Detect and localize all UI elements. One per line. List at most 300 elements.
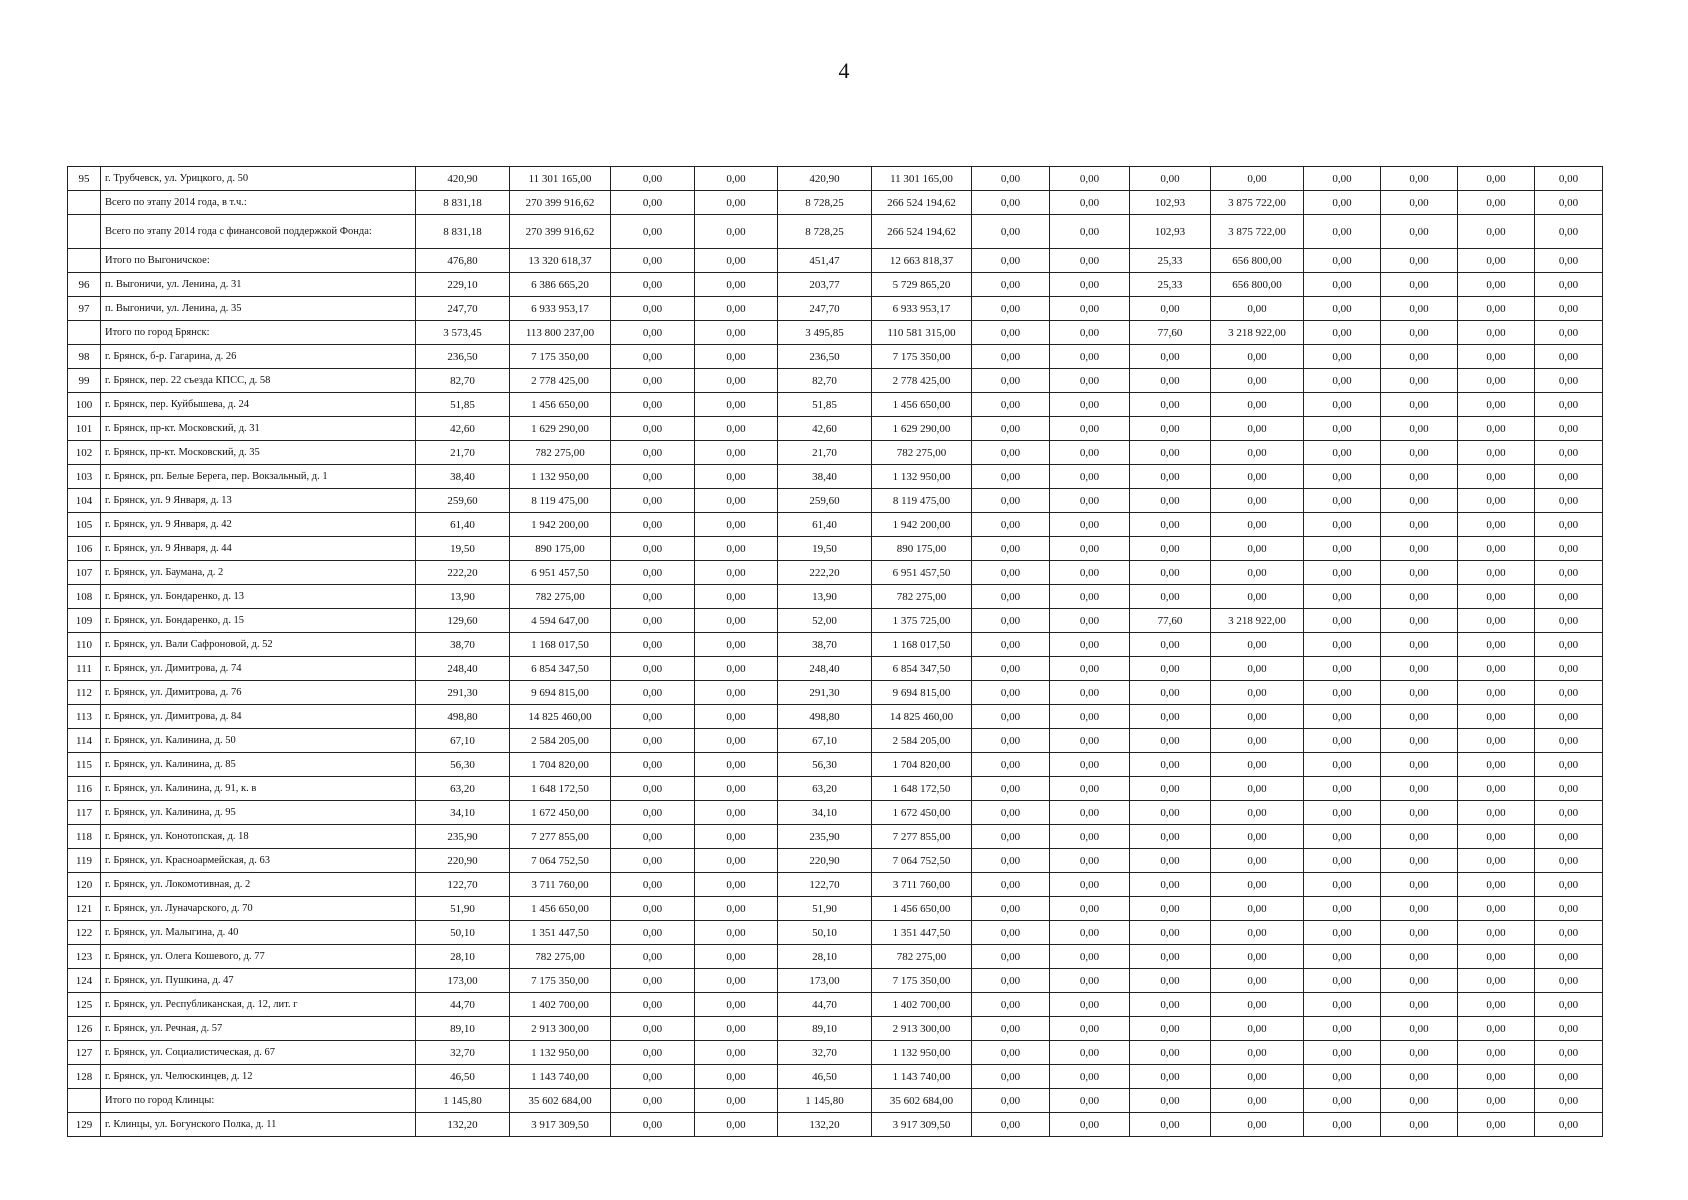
table-row xyxy=(68,801,1603,825)
value-cell: 248,40 xyxy=(416,657,510,681)
value-cell: 0,00 xyxy=(695,777,778,801)
value-cell: 222,20 xyxy=(778,561,872,585)
value-cell: 0,00 xyxy=(972,921,1050,945)
value-cell: 0,00 xyxy=(1211,1113,1304,1137)
table-row xyxy=(68,167,1603,191)
value-cell: 51,90 xyxy=(416,897,510,921)
row-number-cell: 107 xyxy=(68,561,101,585)
value-cell: 0,00 xyxy=(1458,561,1535,585)
value-cell: 0,00 xyxy=(1050,369,1130,393)
value-cell: 498,80 xyxy=(416,705,510,729)
value-cell: 63,20 xyxy=(778,777,872,801)
value-cell: 21,70 xyxy=(416,441,510,465)
total-row xyxy=(68,215,1603,249)
value-cell: 0,00 xyxy=(1381,945,1458,969)
value-cell: 782 275,00 xyxy=(872,585,972,609)
value-cell: 0,00 xyxy=(1535,1089,1603,1113)
value-cell: 1 456 650,00 xyxy=(510,393,611,417)
value-cell: 451,47 xyxy=(778,249,872,273)
value-cell: 0,00 xyxy=(1211,417,1304,441)
value-cell: 270 399 916,62 xyxy=(510,191,611,215)
value-cell: 0,00 xyxy=(611,249,695,273)
value-cell: 0,00 xyxy=(1050,993,1130,1017)
value-cell: 0,00 xyxy=(611,441,695,465)
value-cell: 476,80 xyxy=(416,249,510,273)
address-cell: г. Брянск, ул. 9 Января, д. 13 xyxy=(101,489,416,513)
value-cell: 1 132 950,00 xyxy=(872,1041,972,1065)
value-cell: 21,70 xyxy=(778,441,872,465)
table-row xyxy=(68,657,1603,681)
value-cell: 0,00 xyxy=(1535,489,1603,513)
value-cell: 0,00 xyxy=(1211,537,1304,561)
value-cell: 0,00 xyxy=(611,1017,695,1041)
value-cell: 0,00 xyxy=(1381,825,1458,849)
value-cell: 82,70 xyxy=(416,369,510,393)
address-cell: г. Брянск, пер. 22 съезда КПСС, д. 58 xyxy=(101,369,416,393)
value-cell: 0,00 xyxy=(1535,993,1603,1017)
value-cell: 32,70 xyxy=(416,1041,510,1065)
address-cell: г. Брянск, ул. Челюскинцев, д. 12 xyxy=(101,1065,416,1089)
table-row xyxy=(68,969,1603,993)
total-row xyxy=(68,1089,1603,1113)
value-cell: 0,00 xyxy=(1304,681,1381,705)
value-cell: 132,20 xyxy=(778,1113,872,1137)
value-cell: 0,00 xyxy=(972,849,1050,873)
value-cell: 0,00 xyxy=(611,657,695,681)
value-cell: 1 629 290,00 xyxy=(872,417,972,441)
value-cell: 0,00 xyxy=(1130,585,1211,609)
row-number-cell: 97 xyxy=(68,297,101,321)
value-cell: 0,00 xyxy=(1535,321,1603,345)
value-cell: 0,00 xyxy=(1535,273,1603,297)
address-cell: г. Брянск, ул. Калинина, д. 91, к. в xyxy=(101,777,416,801)
value-cell: 0,00 xyxy=(1211,1089,1304,1113)
value-cell: 1 629 290,00 xyxy=(510,417,611,441)
value-cell: 0,00 xyxy=(611,417,695,441)
value-cell: 28,10 xyxy=(778,945,872,969)
value-cell: 0,00 xyxy=(1381,513,1458,537)
value-cell: 0,00 xyxy=(1535,369,1603,393)
value-cell: 51,90 xyxy=(778,897,872,921)
value-cell: 0,00 xyxy=(1211,1065,1304,1089)
address-cell: г. Брянск, ул. Димитрова, д. 74 xyxy=(101,657,416,681)
value-cell: 0,00 xyxy=(695,993,778,1017)
value-cell: 12 663 818,37 xyxy=(872,249,972,273)
value-cell: 0,00 xyxy=(695,945,778,969)
value-cell: 3 917 309,50 xyxy=(872,1113,972,1137)
value-cell: 0,00 xyxy=(1050,215,1130,249)
value-cell: 2 913 300,00 xyxy=(510,1017,611,1041)
value-cell: 50,10 xyxy=(416,921,510,945)
value-cell: 0,00 xyxy=(611,1065,695,1089)
value-cell: 0,00 xyxy=(1211,465,1304,489)
address-cell: г. Брянск, рп. Белые Берега, пер. Вокзальный, д. 1 xyxy=(101,465,416,489)
value-cell: 0,00 xyxy=(1304,273,1381,297)
value-cell: 0,00 xyxy=(1211,825,1304,849)
value-cell: 0,00 xyxy=(1211,849,1304,873)
value-cell: 0,00 xyxy=(695,465,778,489)
address-cell: г. Брянск, ул. Социалистическая, д. 67 xyxy=(101,1041,416,1065)
value-cell: 25,33 xyxy=(1130,249,1211,273)
value-cell: 7 064 752,50 xyxy=(510,849,611,873)
value-cell: 0,00 xyxy=(1211,897,1304,921)
value-cell: 122,70 xyxy=(416,873,510,897)
value-cell: 34,10 xyxy=(416,801,510,825)
value-cell: 0,00 xyxy=(1458,993,1535,1017)
address-cell: г. Брянск, б-р. Гагарина, д. 26 xyxy=(101,345,416,369)
value-cell: 0,00 xyxy=(695,1041,778,1065)
value-cell: 0,00 xyxy=(1304,1041,1381,1065)
address-cell: Итого по город Клинцы: xyxy=(101,1089,416,1113)
row-number-cell: 121 xyxy=(68,897,101,921)
row-number-cell xyxy=(68,215,101,249)
value-cell: 3 875 722,00 xyxy=(1211,215,1304,249)
value-cell: 0,00 xyxy=(1381,167,1458,191)
value-cell: 0,00 xyxy=(1130,561,1211,585)
row-number-cell xyxy=(68,191,101,215)
table-row xyxy=(68,729,1603,753)
housing-register-table xyxy=(67,166,1603,1137)
value-cell: 7 175 350,00 xyxy=(510,345,611,369)
value-cell: 0,00 xyxy=(1130,393,1211,417)
value-cell: 0,00 xyxy=(1130,729,1211,753)
value-cell: 0,00 xyxy=(1381,729,1458,753)
value-cell: 0,00 xyxy=(1458,897,1535,921)
value-cell: 0,00 xyxy=(1130,825,1211,849)
value-cell: 0,00 xyxy=(1211,969,1304,993)
address-cell: п. Выгоничи, ул. Ленина, д. 31 xyxy=(101,273,416,297)
value-cell: 0,00 xyxy=(1381,489,1458,513)
row-number-cell: 129 xyxy=(68,1113,101,1137)
value-cell: 0,00 xyxy=(1381,537,1458,561)
value-cell: 236,50 xyxy=(778,345,872,369)
value-cell: 0,00 xyxy=(1458,585,1535,609)
table-row xyxy=(68,513,1603,537)
value-cell: 1 351 447,50 xyxy=(510,921,611,945)
value-cell: 7 175 350,00 xyxy=(510,969,611,993)
value-cell: 1 145,80 xyxy=(416,1089,510,1113)
row-number-cell: 96 xyxy=(68,273,101,297)
value-cell: 0,00 xyxy=(1304,993,1381,1017)
value-cell: 0,00 xyxy=(1381,585,1458,609)
value-cell: 0,00 xyxy=(1050,513,1130,537)
address-cell: г. Брянск, ул. 9 Января, д. 44 xyxy=(101,537,416,561)
total-row xyxy=(68,249,1603,273)
value-cell: 0,00 xyxy=(1381,369,1458,393)
value-cell: 0,00 xyxy=(1304,393,1381,417)
value-cell: 0,00 xyxy=(611,753,695,777)
value-cell: 0,00 xyxy=(1050,441,1130,465)
row-number-cell: 115 xyxy=(68,753,101,777)
value-cell: 32,70 xyxy=(778,1041,872,1065)
value-cell: 0,00 xyxy=(1304,657,1381,681)
row-number-cell: 110 xyxy=(68,633,101,657)
value-cell: 0,00 xyxy=(611,297,695,321)
value-cell: 0,00 xyxy=(1130,1017,1211,1041)
value-cell: 0,00 xyxy=(1381,273,1458,297)
value-cell: 0,00 xyxy=(1458,393,1535,417)
row-number-cell: 112 xyxy=(68,681,101,705)
value-cell: 51,85 xyxy=(778,393,872,417)
value-cell: 0,00 xyxy=(1458,345,1535,369)
value-cell: 0,00 xyxy=(1304,561,1381,585)
value-cell: 0,00 xyxy=(1050,561,1130,585)
value-cell: 0,00 xyxy=(1458,513,1535,537)
value-cell: 0,00 xyxy=(611,489,695,513)
value-cell: 0,00 xyxy=(611,825,695,849)
value-cell: 0,00 xyxy=(695,849,778,873)
address-cell: г. Клинцы, ул. Богунского Полка, д. 11 xyxy=(101,1113,416,1137)
value-cell: 0,00 xyxy=(1381,753,1458,777)
value-cell: 0,00 xyxy=(1535,1041,1603,1065)
address-cell: г. Брянск, ул. Калинина, д. 85 xyxy=(101,753,416,777)
value-cell: 0,00 xyxy=(1304,489,1381,513)
value-cell: 0,00 xyxy=(1535,465,1603,489)
value-cell: 0,00 xyxy=(1458,849,1535,873)
value-cell: 3 218 922,00 xyxy=(1211,609,1304,633)
value-cell: 656 800,00 xyxy=(1211,249,1304,273)
table-body xyxy=(68,167,1603,1137)
row-number-cell: 102 xyxy=(68,441,101,465)
table-row xyxy=(68,1017,1603,1041)
value-cell: 0,00 xyxy=(1130,873,1211,897)
value-cell: 0,00 xyxy=(695,585,778,609)
address-cell: г. Брянск, ул. Малыгина, д. 40 xyxy=(101,921,416,945)
value-cell: 0,00 xyxy=(695,561,778,585)
value-cell: 0,00 xyxy=(972,393,1050,417)
value-cell: 0,00 xyxy=(972,897,1050,921)
value-cell: 0,00 xyxy=(611,345,695,369)
value-cell: 0,00 xyxy=(1535,825,1603,849)
value-cell: 0,00 xyxy=(1304,801,1381,825)
value-cell: 782 275,00 xyxy=(872,945,972,969)
value-cell: 0,00 xyxy=(1130,167,1211,191)
value-cell: 0,00 xyxy=(1535,849,1603,873)
value-cell: 0,00 xyxy=(1535,657,1603,681)
value-cell: 1 456 650,00 xyxy=(872,393,972,417)
value-cell: 0,00 xyxy=(1535,561,1603,585)
value-cell: 8 831,18 xyxy=(416,191,510,215)
value-cell: 0,00 xyxy=(1050,897,1130,921)
value-cell: 0,00 xyxy=(1211,705,1304,729)
row-number-cell: 104 xyxy=(68,489,101,513)
value-cell: 203,77 xyxy=(778,273,872,297)
value-cell: 0,00 xyxy=(1050,1089,1130,1113)
value-cell: 0,00 xyxy=(1304,585,1381,609)
value-cell: 0,00 xyxy=(611,191,695,215)
value-cell: 0,00 xyxy=(1130,537,1211,561)
value-cell: 0,00 xyxy=(1304,191,1381,215)
table-row xyxy=(68,777,1603,801)
address-cell: г. Брянск, ул. Калинина, д. 95 xyxy=(101,801,416,825)
value-cell: 3 218 922,00 xyxy=(1211,321,1304,345)
value-cell: 14 825 460,00 xyxy=(872,705,972,729)
value-cell: 0,00 xyxy=(1458,1065,1535,1089)
value-cell: 0,00 xyxy=(972,321,1050,345)
value-cell: 291,30 xyxy=(778,681,872,705)
address-cell: Итого по Выгоничское: xyxy=(101,249,416,273)
address-cell: г. Брянск, ул. Красноармейская, д. 63 xyxy=(101,849,416,873)
value-cell: 0,00 xyxy=(1130,753,1211,777)
value-cell: 28,10 xyxy=(416,945,510,969)
value-cell: 0,00 xyxy=(1381,873,1458,897)
value-cell: 0,00 xyxy=(1130,633,1211,657)
value-cell: 102,93 xyxy=(1130,215,1211,249)
value-cell: 0,00 xyxy=(1458,801,1535,825)
address-cell: г. Брянск, ул. 9 Января, д. 42 xyxy=(101,513,416,537)
value-cell: 0,00 xyxy=(695,345,778,369)
value-cell: 0,00 xyxy=(972,489,1050,513)
value-cell: 1 672 450,00 xyxy=(872,801,972,825)
address-cell: г. Брянск, ул. Димитрова, д. 84 xyxy=(101,705,416,729)
value-cell: 6 854 347,50 xyxy=(872,657,972,681)
value-cell: 0,00 xyxy=(695,873,778,897)
address-cell: г. Брянск, ул. Олега Кошевого, д. 77 xyxy=(101,945,416,969)
value-cell: 9 694 815,00 xyxy=(510,681,611,705)
total-row xyxy=(68,191,1603,215)
value-cell: 0,00 xyxy=(1211,297,1304,321)
table-row xyxy=(68,297,1603,321)
value-cell: 0,00 xyxy=(1381,297,1458,321)
value-cell: 0,00 xyxy=(1050,1041,1130,1065)
value-cell: 44,70 xyxy=(778,993,872,1017)
value-cell: 0,00 xyxy=(1381,969,1458,993)
value-cell: 0,00 xyxy=(611,849,695,873)
row-number-cell: 100 xyxy=(68,393,101,417)
value-cell: 0,00 xyxy=(1304,705,1381,729)
value-cell: 247,70 xyxy=(416,297,510,321)
value-cell: 0,00 xyxy=(1458,369,1535,393)
value-cell: 220,90 xyxy=(778,849,872,873)
value-cell: 6 854 347,50 xyxy=(510,657,611,681)
value-cell: 0,00 xyxy=(972,369,1050,393)
value-cell: 0,00 xyxy=(695,297,778,321)
address-cell: г. Брянск, ул. Димитрова, д. 76 xyxy=(101,681,416,705)
value-cell: 0,00 xyxy=(1211,441,1304,465)
value-cell: 1 143 740,00 xyxy=(872,1065,972,1089)
value-cell: 6 951 457,50 xyxy=(510,561,611,585)
table-row xyxy=(68,681,1603,705)
value-cell: 0,00 xyxy=(1130,993,1211,1017)
value-cell: 0,00 xyxy=(611,609,695,633)
value-cell: 1 402 700,00 xyxy=(872,993,972,1017)
value-cell: 0,00 xyxy=(611,969,695,993)
value-cell: 0,00 xyxy=(1304,729,1381,753)
value-cell: 0,00 xyxy=(1211,1017,1304,1041)
value-cell: 0,00 xyxy=(1458,873,1535,897)
address-cell: г. Брянск, ул. Пушкина, д. 47 xyxy=(101,969,416,993)
value-cell: 0,00 xyxy=(1304,215,1381,249)
value-cell: 0,00 xyxy=(1458,681,1535,705)
value-cell: 0,00 xyxy=(1130,513,1211,537)
value-cell: 0,00 xyxy=(1535,705,1603,729)
value-cell: 0,00 xyxy=(972,297,1050,321)
value-cell: 0,00 xyxy=(972,215,1050,249)
value-cell: 0,00 xyxy=(1304,1089,1381,1113)
value-cell: 0,00 xyxy=(1050,777,1130,801)
value-cell: 0,00 xyxy=(1050,321,1130,345)
value-cell: 0,00 xyxy=(972,657,1050,681)
value-cell: 122,70 xyxy=(778,873,872,897)
value-cell: 3 711 760,00 xyxy=(510,873,611,897)
row-number-cell: 98 xyxy=(68,345,101,369)
value-cell: 0,00 xyxy=(695,729,778,753)
value-cell: 38,40 xyxy=(778,465,872,489)
row-number-cell: 124 xyxy=(68,969,101,993)
value-cell: 0,00 xyxy=(972,801,1050,825)
value-cell: 0,00 xyxy=(695,167,778,191)
value-cell: 0,00 xyxy=(972,969,1050,993)
value-cell: 13,90 xyxy=(416,585,510,609)
value-cell: 0,00 xyxy=(1535,801,1603,825)
row-number-cell: 118 xyxy=(68,825,101,849)
value-cell: 0,00 xyxy=(972,441,1050,465)
value-cell: 0,00 xyxy=(1535,1065,1603,1089)
value-cell: 2 913 300,00 xyxy=(872,1017,972,1041)
value-cell: 0,00 xyxy=(1211,369,1304,393)
value-cell: 0,00 xyxy=(1458,1089,1535,1113)
value-cell: 0,00 xyxy=(1304,1065,1381,1089)
value-cell: 0,00 xyxy=(1130,777,1211,801)
value-cell: 0,00 xyxy=(611,273,695,297)
value-cell: 61,40 xyxy=(416,513,510,537)
value-cell: 110 581 315,00 xyxy=(872,321,972,345)
value-cell: 0,00 xyxy=(1130,657,1211,681)
value-cell: 0,00 xyxy=(695,321,778,345)
value-cell: 0,00 xyxy=(1304,297,1381,321)
value-cell: 0,00 xyxy=(1130,1089,1211,1113)
value-cell: 1 648 172,50 xyxy=(872,777,972,801)
value-cell: 0,00 xyxy=(1304,921,1381,945)
value-cell: 0,00 xyxy=(1304,537,1381,561)
value-cell: 0,00 xyxy=(695,633,778,657)
table-row xyxy=(68,537,1603,561)
value-cell: 1 168 017,50 xyxy=(872,633,972,657)
value-cell: 34,10 xyxy=(778,801,872,825)
value-cell: 0,00 xyxy=(1458,297,1535,321)
value-cell: 890 175,00 xyxy=(510,537,611,561)
value-cell: 0,00 xyxy=(1050,537,1130,561)
table-row xyxy=(68,705,1603,729)
value-cell: 0,00 xyxy=(1050,681,1130,705)
value-cell: 1 402 700,00 xyxy=(510,993,611,1017)
value-cell: 0,00 xyxy=(1304,633,1381,657)
address-cell: п. Выгоничи, ул. Ленина, д. 35 xyxy=(101,297,416,321)
row-number-cell: 108 xyxy=(68,585,101,609)
value-cell: 0,00 xyxy=(1050,945,1130,969)
value-cell: 0,00 xyxy=(1458,191,1535,215)
address-cell: г. Брянск, ул. Конотопская, д. 18 xyxy=(101,825,416,849)
value-cell: 113 800 237,00 xyxy=(510,321,611,345)
value-cell: 0,00 xyxy=(1535,441,1603,465)
value-cell: 0,00 xyxy=(695,801,778,825)
value-cell: 0,00 xyxy=(611,873,695,897)
value-cell: 0,00 xyxy=(611,945,695,969)
row-number-cell: 116 xyxy=(68,777,101,801)
table-row xyxy=(68,1065,1603,1089)
value-cell: 1 648 172,50 xyxy=(510,777,611,801)
value-cell: 0,00 xyxy=(1211,513,1304,537)
value-cell: 1 942 200,00 xyxy=(872,513,972,537)
value-cell: 0,00 xyxy=(1458,657,1535,681)
row-number-cell: 105 xyxy=(68,513,101,537)
value-cell: 77,60 xyxy=(1130,609,1211,633)
value-cell: 0,00 xyxy=(611,561,695,585)
value-cell: 420,90 xyxy=(416,167,510,191)
address-cell: Всего по этапу 2014 года, в т.ч.: xyxy=(101,191,416,215)
value-cell: 0,00 xyxy=(1130,297,1211,321)
row-number-cell: 123 xyxy=(68,945,101,969)
